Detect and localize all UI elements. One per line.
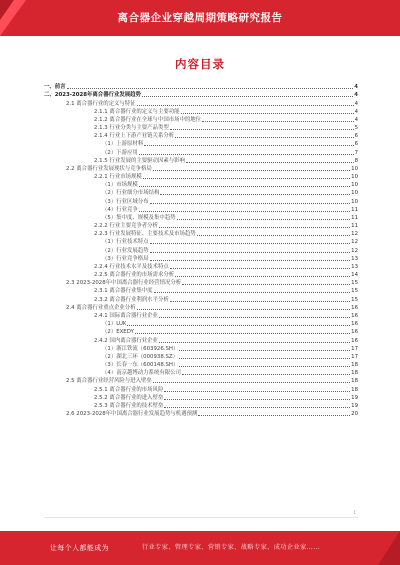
toc-leader-dots bbox=[154, 292, 351, 293]
toc-entry-label: （2）下游应用 bbox=[102, 149, 138, 156]
toc-entry-page: 15 bbox=[351, 280, 358, 287]
toc-entry-label: （3）行业竞争格局 bbox=[102, 255, 149, 262]
toc-entry-page: 13 bbox=[351, 255, 358, 262]
toc-entry-label: 2.2 离合器行业发展现状与竞争格局 bbox=[66, 165, 152, 172]
toc-entry[interactable] bbox=[44, 394, 358, 402]
toc-entry-label: 2.1.3 行业分类与主要产品类型 bbox=[94, 125, 169, 132]
toc-entry-label: （1）LUK bbox=[102, 321, 127, 328]
toc-leader-dots bbox=[153, 382, 350, 383]
toc-entry-page: 11 bbox=[351, 223, 358, 230]
toc-leader-dots bbox=[160, 194, 350, 195]
footer-slogan: 让每个人都能成为 bbox=[50, 544, 110, 552]
toc-entry-page: 10 bbox=[351, 182, 358, 189]
toc-entry-page: 7 bbox=[354, 149, 358, 156]
toc-entry-page: 4 bbox=[354, 116, 358, 123]
toc-entry-label: （1）行业技术特点 bbox=[102, 239, 149, 246]
toc-entry-page: 4 bbox=[354, 108, 358, 115]
toc-entry-label: （4）行业竞争 bbox=[102, 206, 138, 213]
toc-entry-page: 17 bbox=[351, 353, 358, 360]
toc-entry-label: （1）上游原材料 bbox=[102, 141, 144, 148]
toc-entry[interactable] bbox=[44, 124, 358, 132]
toc-entry-label: 2.2.5 离合器行业的市场需求分析 bbox=[94, 272, 175, 279]
toc-entry-page: 12 bbox=[351, 231, 358, 238]
toc-leader-dots bbox=[142, 96, 353, 97]
toc-entry-page: 10 bbox=[351, 198, 358, 205]
toc-entry[interactable] bbox=[44, 345, 358, 353]
toc-entry-label: （2）行业发展趋势 bbox=[102, 247, 149, 254]
toc-leader-dots bbox=[150, 260, 351, 261]
toc-entry-page: 16 bbox=[351, 321, 358, 328]
toc-entry-page: 18 bbox=[351, 370, 358, 377]
toc-entry-label: 一、前言 bbox=[44, 84, 66, 91]
report-header-bar bbox=[0, 0, 400, 36]
toc-entry[interactable] bbox=[44, 238, 358, 246]
toc-entry-page: 4 bbox=[354, 84, 358, 91]
toc-entry-label: 2.2.2 行业主要竞争者分析 bbox=[94, 223, 158, 230]
toc-entry[interactable] bbox=[44, 320, 358, 328]
toc-entry-page: 4 bbox=[354, 100, 358, 107]
toc-entry[interactable] bbox=[44, 312, 358, 320]
toc-entry-label: 二、2023-2028年离合器行业发展趋势 bbox=[44, 92, 141, 99]
toc-leader-dots bbox=[175, 137, 353, 138]
toc-leader-dots bbox=[164, 407, 350, 408]
toc-entry-page: 16 bbox=[351, 312, 358, 319]
toc-entry[interactable] bbox=[44, 206, 358, 214]
toc-leader-dots bbox=[197, 235, 350, 236]
toc-leader-dots bbox=[175, 276, 350, 277]
toc-leader-dots bbox=[139, 154, 354, 155]
toc-entry[interactable] bbox=[44, 263, 358, 271]
toc-entry-page: 14 bbox=[351, 272, 358, 279]
toc-entry[interactable] bbox=[44, 148, 358, 156]
toc-entry-label: 2.3.2 离合器行业利润水平分析 bbox=[94, 296, 169, 303]
toc-entry-page: 18 bbox=[351, 378, 358, 385]
toc-leader-dots bbox=[143, 178, 350, 179]
toc-entry[interactable] bbox=[44, 279, 358, 287]
toc-entry-label: 2.4 离合器行业重点企业分析 bbox=[66, 304, 136, 311]
toc-entry-label: 2.5.1 离合器行业的市场风险 bbox=[94, 386, 164, 393]
toc-leader-dots bbox=[202, 121, 353, 122]
toc-entry-label: 2.1.4 行业上下游产业链关系分析 bbox=[94, 133, 175, 140]
toc-entry-page: 18 bbox=[351, 362, 358, 369]
toc-entry-label: 2.2.1 行业市场规模 bbox=[94, 174, 142, 181]
toc-entry[interactable] bbox=[44, 271, 358, 279]
toc-leader-dots bbox=[137, 105, 354, 106]
toc-entry[interactable] bbox=[44, 377, 358, 385]
toc-leader-dots bbox=[150, 252, 351, 253]
toc-entry-label: 2.3 2023-2028年中国离合器行业经营情况分析 bbox=[66, 280, 182, 287]
toc-entry-label: 2.2.4 行业技术水平及技术特点 bbox=[94, 263, 169, 270]
toc-entry-page: 19 bbox=[351, 402, 358, 409]
toc-entry[interactable] bbox=[44, 295, 358, 303]
toc-entry[interactable] bbox=[44, 214, 358, 222]
toc-heading: 内容目录 bbox=[175, 57, 225, 71]
report-footer-bar bbox=[0, 531, 400, 565]
toc-entry[interactable] bbox=[44, 181, 358, 189]
footer-tagline: 行业专家、管理专家、营销专家、战略专家、成功企业家…… bbox=[142, 544, 320, 551]
toc-leader-dots bbox=[67, 88, 354, 89]
toc-leader-dots bbox=[182, 374, 350, 375]
toc-entry-label: （3）长春一东（600148.SH） bbox=[102, 362, 179, 369]
toc-entry-label: 2.1.2 离合器行业在全球与中国市场中的地位 bbox=[94, 116, 202, 123]
toc-leader-dots bbox=[153, 170, 350, 171]
toc-entry[interactable] bbox=[44, 108, 358, 116]
toc-entry-label: （2）EXEDY bbox=[102, 329, 134, 336]
toc-leader-dots bbox=[182, 284, 350, 285]
toc-entry-page: 13 bbox=[351, 263, 358, 270]
toc-entry[interactable] bbox=[44, 91, 358, 99]
toc-entry-label: 2.4.1 国际离合器行业企业 bbox=[94, 312, 158, 319]
toc-entry-label: （2）行业细分市场结构 bbox=[102, 190, 160, 197]
toc-entry-page: 12 bbox=[351, 247, 358, 254]
toc-entry-page: 8 bbox=[354, 157, 358, 164]
toc-entry[interactable] bbox=[44, 165, 358, 173]
toc-leader-dots bbox=[170, 301, 350, 302]
toc-entry-label: （1）浙江铁流（603926.SH） bbox=[102, 345, 179, 352]
toc-entry-label: 2.5.2 离合器行业的进入壁垒 bbox=[94, 394, 164, 401]
toc-entry-label: 2.3.1 离合器行业集中度 bbox=[94, 288, 153, 295]
toc-leader-dots bbox=[164, 391, 350, 392]
toc-leader-dots bbox=[177, 219, 351, 220]
table-of-contents bbox=[44, 83, 358, 418]
toc-entry[interactable] bbox=[44, 385, 358, 393]
toc-leader-dots bbox=[198, 415, 350, 416]
toc-entry-page: 10 bbox=[351, 190, 358, 197]
toc-entry-label: （1）市场规模 bbox=[102, 182, 138, 189]
toc-leader-dots bbox=[150, 243, 351, 244]
toc-entry-page: 16 bbox=[351, 304, 358, 311]
toc-entry[interactable] bbox=[44, 287, 358, 295]
toc-entry-label: 2.5 离合器行业经营风险与进入壁垒 bbox=[66, 378, 152, 385]
toc-entry-label: （2）湖北三环（000938.SZ） bbox=[102, 353, 178, 360]
toc-entry[interactable] bbox=[44, 255, 358, 263]
toc-entry-page: 5 bbox=[354, 125, 358, 132]
toc-entry-label: 2.1.1 离合器行业的定义与主要功能 bbox=[94, 108, 180, 115]
toc-entry-page: 17 bbox=[351, 345, 358, 352]
toc-entry-label: 2.1.5 行业发展的主要驱动因素与影响 bbox=[94, 157, 185, 164]
toc-entry-page: 11 bbox=[351, 206, 358, 213]
toc-entry-label: （4）南京越博动力系统有限公司 bbox=[102, 370, 181, 377]
toc-entry-page: 11 bbox=[351, 214, 358, 221]
toc-entry[interactable] bbox=[44, 410, 358, 418]
toc-leader-dots bbox=[159, 227, 350, 228]
toc-leader-dots bbox=[137, 309, 351, 310]
toc-entry-page: 4 bbox=[354, 92, 358, 99]
divider bbox=[44, 517, 358, 518]
toc-leader-dots bbox=[139, 186, 350, 187]
toc-entry-page: 16 bbox=[351, 329, 358, 336]
toc-entry[interactable] bbox=[44, 83, 358, 91]
report-title: 离合器企业穿越周期策略研究报告 bbox=[117, 12, 283, 24]
toc-leader-dots bbox=[179, 366, 350, 367]
toc-entry[interactable] bbox=[44, 369, 358, 377]
toc-entry-page: 15 bbox=[351, 288, 358, 295]
toc-entry-page: 12 bbox=[351, 239, 358, 246]
toc-leader-dots bbox=[186, 162, 354, 163]
toc-entry-label: 2.5.3 离合器行业的技术壁垒 bbox=[94, 402, 164, 409]
toc-entry[interactable] bbox=[44, 157, 358, 165]
toc-entry-label: 2.1 离合器行业的定义与特征 bbox=[66, 100, 136, 107]
toc-entry[interactable] bbox=[44, 304, 358, 312]
toc-entry-label: 2.6 2023-2028年中国离合器行业发展趋势与机遇预测 bbox=[66, 411, 198, 418]
toc-entry-label: 2.2.3 行业发展特征、主要技术及市场趋势 bbox=[94, 231, 196, 238]
toc-leader-dots bbox=[170, 268, 350, 269]
toc-entry[interactable] bbox=[44, 197, 358, 205]
toc-entry-page: 19 bbox=[351, 394, 358, 401]
toc-entry[interactable] bbox=[44, 336, 358, 344]
toc-entry-page: 20 bbox=[351, 411, 358, 418]
toc-entry-label: （5）集中度、规模及集中趋势 bbox=[102, 214, 176, 221]
toc-leader-dots bbox=[135, 333, 350, 334]
toc-entry-page: 10 bbox=[351, 165, 358, 172]
toc-leader-dots bbox=[150, 203, 351, 204]
toc-leader-dots bbox=[139, 211, 350, 212]
toc-entry[interactable] bbox=[44, 402, 358, 410]
toc-entry[interactable] bbox=[44, 222, 358, 230]
toc-leader-dots bbox=[127, 325, 350, 326]
toc-entry-label: （3）行业区域分布 bbox=[102, 198, 149, 205]
toc-entry[interactable] bbox=[44, 132, 358, 140]
toc-leader-dots bbox=[181, 113, 354, 114]
toc-entry-label: 2.4.2 国内离合器行业企业 bbox=[94, 337, 158, 344]
toc-entry[interactable] bbox=[44, 116, 358, 124]
toc-leader-dots bbox=[144, 145, 353, 146]
toc-leader-dots bbox=[179, 350, 350, 351]
toc-entry[interactable] bbox=[44, 246, 358, 254]
toc-entry-page: 6 bbox=[354, 133, 358, 140]
toc-entry-page: 18 bbox=[351, 386, 358, 393]
toc-entry-page: 16 bbox=[351, 337, 358, 344]
toc-entry[interactable] bbox=[44, 173, 358, 181]
toc-entry[interactable] bbox=[44, 99, 358, 107]
toc-entry[interactable] bbox=[44, 353, 358, 361]
footer-accent-shape bbox=[378, 531, 400, 565]
toc-leader-dots bbox=[164, 399, 350, 400]
toc-entry[interactable] bbox=[44, 328, 358, 336]
toc-entry[interactable] bbox=[44, 230, 358, 238]
toc-entry-page: 10 bbox=[351, 174, 358, 181]
toc-entry[interactable] bbox=[44, 140, 358, 148]
toc-entry[interactable] bbox=[44, 361, 358, 369]
toc-leader-dots bbox=[179, 358, 350, 359]
toc-leader-dots bbox=[170, 129, 354, 130]
page-number: 1 bbox=[353, 510, 356, 515]
toc-entry[interactable] bbox=[44, 189, 358, 197]
toc-leader-dots bbox=[159, 342, 350, 343]
toc-entry-page: 15 bbox=[351, 296, 358, 303]
toc-entry-page: 6 bbox=[354, 141, 358, 148]
toc-leader-dots bbox=[159, 317, 350, 318]
